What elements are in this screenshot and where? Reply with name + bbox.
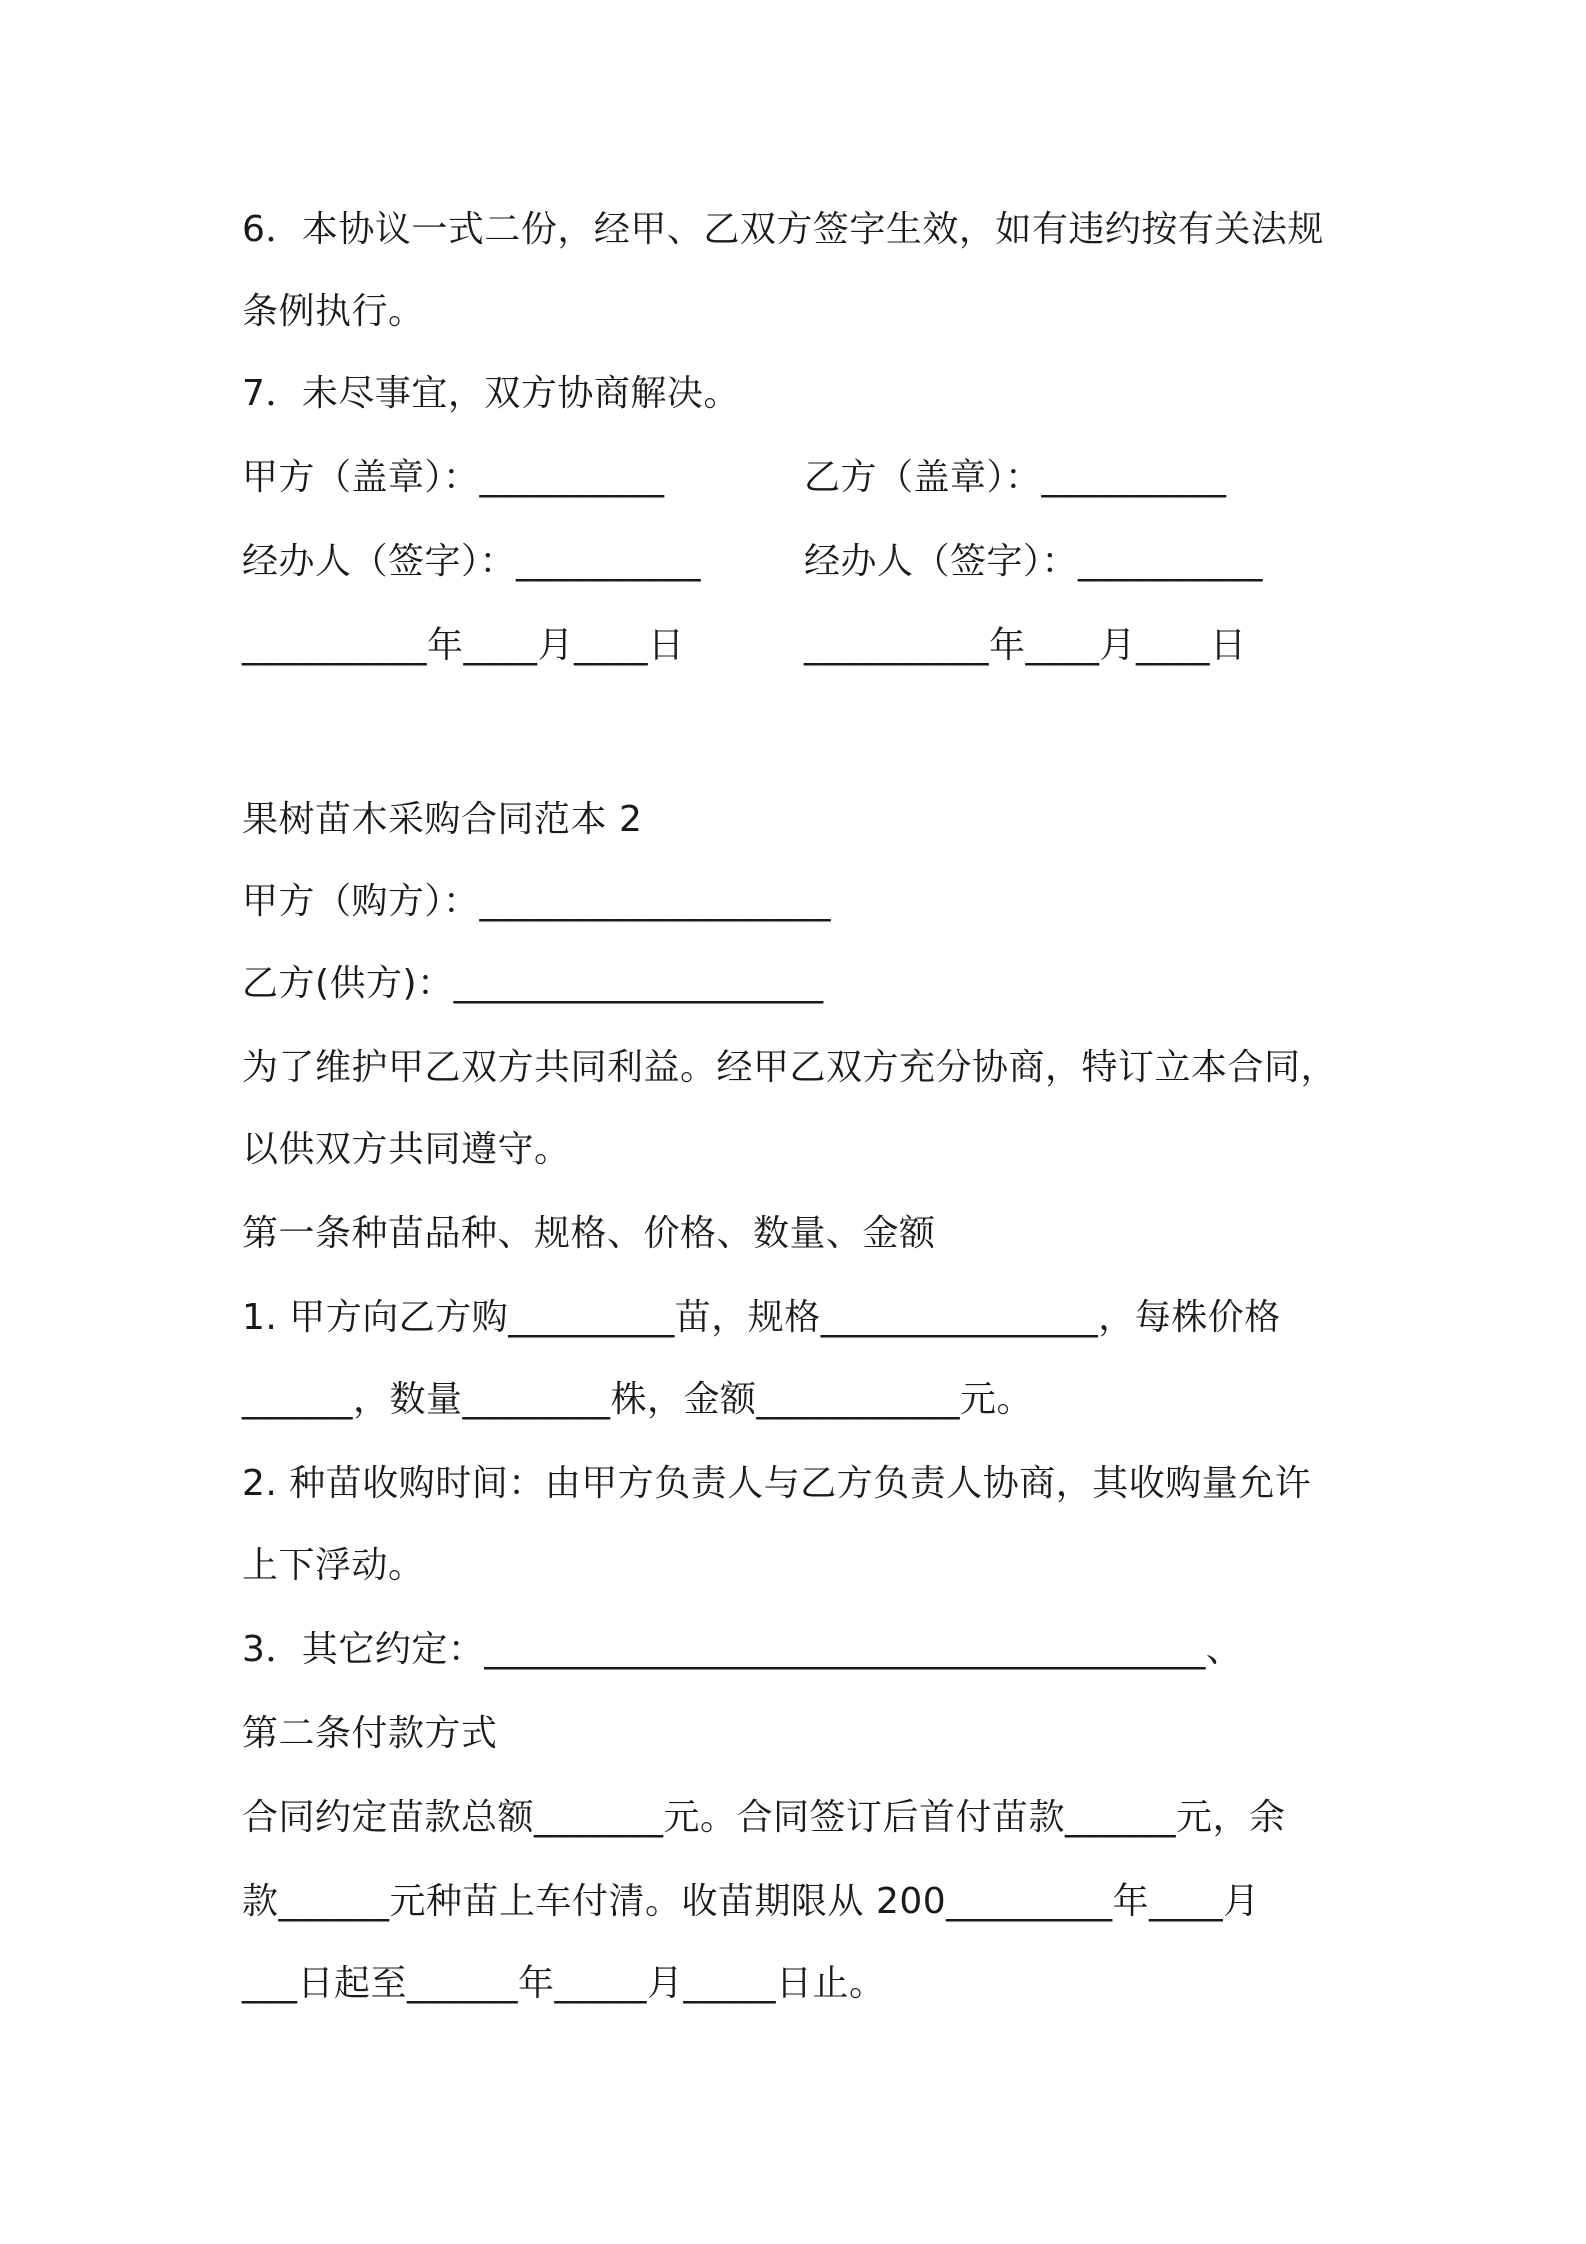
date-a: __________年____月____日 (242, 625, 685, 666)
clause-6-line-2: 条例执行。 (242, 291, 425, 332)
section-title: 果树苗木采购合同范本 2 (242, 799, 643, 840)
supplier-line: 乙方(供方)：____________________ (242, 963, 824, 1004)
agent-b-signature: 经办人（签字）：__________ (804, 541, 1264, 582)
payment-line-2: 款______元种苗上车付清。收苗期限从 200_________年____月 (242, 1881, 1260, 1922)
party-a-seal: 甲方（盖章）：__________ (242, 457, 665, 498)
agent-a-signature: 经办人（签字）：__________ (242, 541, 702, 582)
item-1-line-1: 1. 甲方向乙方购_________苗，规格_______________，每株价格 (242, 1297, 1281, 1338)
item-2-line-2: 上下浮动。 (242, 1545, 425, 1586)
article-1-heading: 第一条种苗品种、规格、价格、数量、金额 (242, 1213, 936, 1254)
preamble-line-2: 以供双方共同遵守。 (242, 1129, 571, 1170)
article-2-heading: 第二条付款方式 (242, 1713, 498, 1754)
preamble-line-1: 为了维护甲乙双方共同利益。经甲乙双方充分协商，特订立本合同， (242, 1047, 1338, 1088)
item-3: 3．其它约定：_______________________________________、 (242, 1629, 1243, 1670)
item-1-line-2: ______，数量________株，金额___________元。 (242, 1379, 1034, 1420)
item-2-line-1: 2. 种苗收购时间：由甲方负责人与乙方负责人协商，其收购量允许 (242, 1463, 1312, 1504)
clause-7: 7．未尽事宜，双方协商解决。 (242, 373, 740, 414)
buyer-line: 甲方（购方）：___________________ (242, 881, 832, 922)
payment-line-1: 合同约定苗款总额_______元。合同签订后首付苗款______元，余 (242, 1797, 1286, 1838)
date-b: __________年____月____日 (804, 625, 1247, 666)
party-b-seal: 乙方（盖章）：__________ (804, 457, 1227, 498)
clause-6-line-1: 6．本协议一式二份，经甲、乙双方签字生效，如有违约按有关法规 (242, 209, 1324, 250)
payment-line-3: ___日起至______年_____月_____日止。 (242, 1963, 886, 2004)
